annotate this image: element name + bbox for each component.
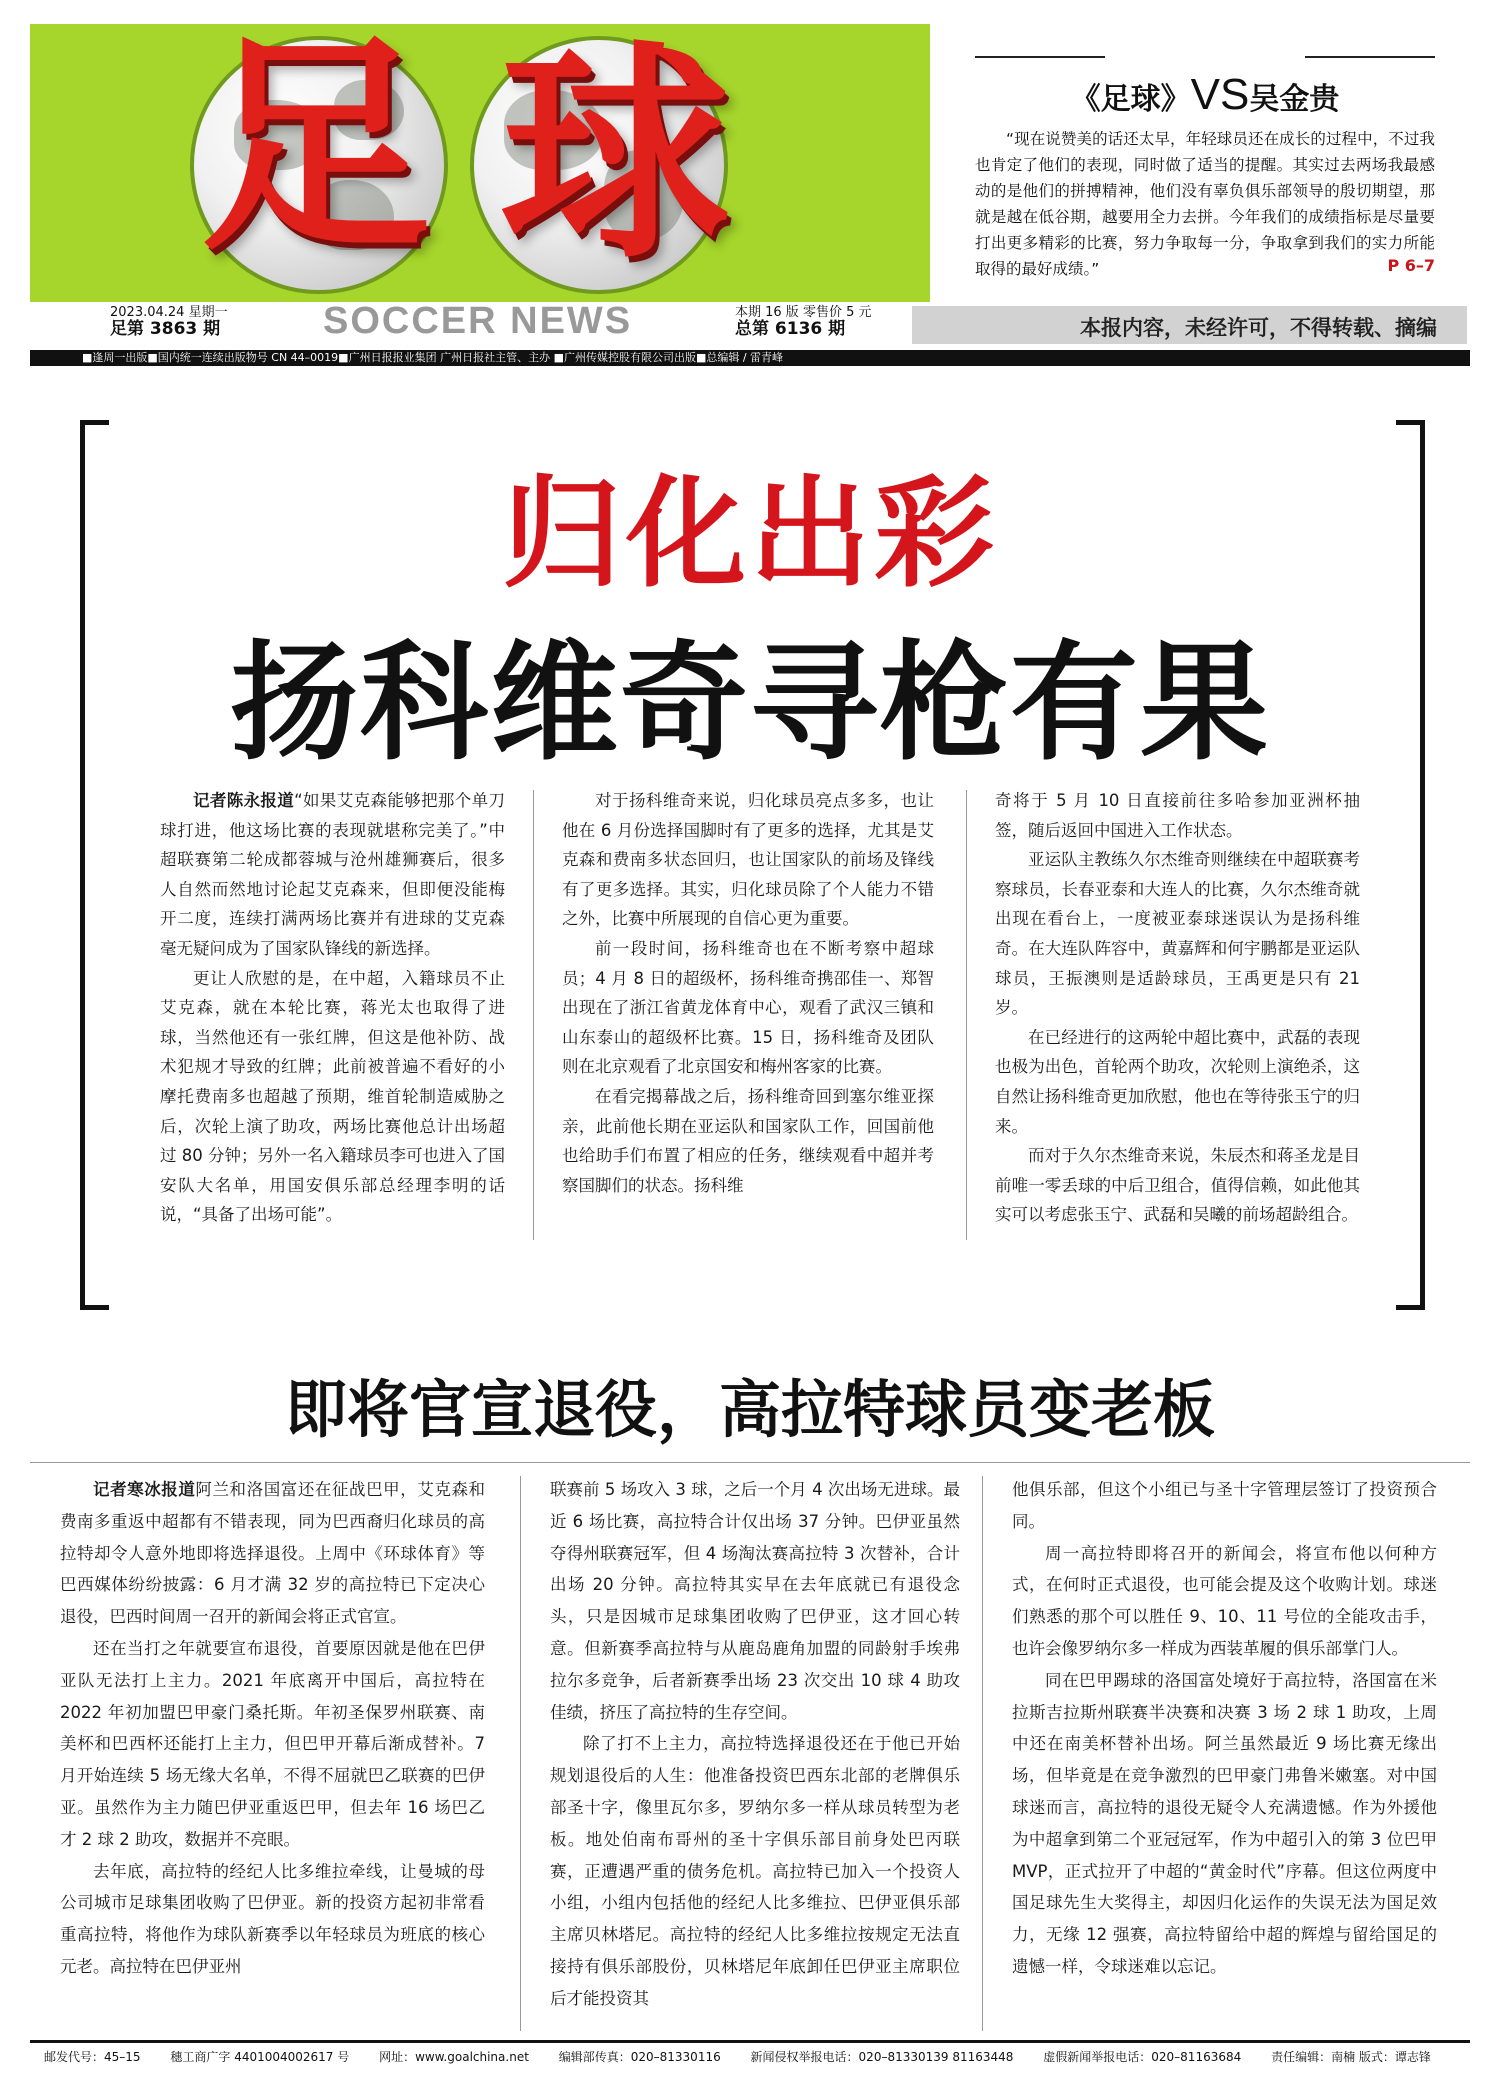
masthead-title-char-1: 足 [200, 24, 431, 282]
article1-column-1 [160, 786, 505, 1230]
article2-column-3 [1012, 1474, 1437, 1983]
issue-date: 2023.04.24 星期一 [110, 305, 228, 320]
headline-main-black: 扬科维奇寻枪有果 [229, 628, 1270, 778]
footer-postal: 邮发代号：45–15 [44, 2050, 141, 2064]
teaser-title: 《足球》VS吴金贵 [1070, 70, 1340, 119]
footer [44, 2048, 1464, 2065]
publication-info-bar: ■逢周一出版■国内统一连续出版物号 CN 44–0019■广州日报报业集团 广州日报社主管、主办 ■广州传媒控股有限公司出版■总编辑 / 雷青峰 [30, 350, 1470, 366]
column-divider [520, 1476, 521, 2031]
teaser-quote: “现在说赞美的话还太早，年轻球员还在成长的过程中，不过我也肯定了他们的表现，同时做了适当的提醒。其实过去两场我最感动的是他们的拼搏精神，他们没有辜负俱乐部领导的殷切期望，那就是越在低谷期，越要用全力去拼。今年我们的成绩指标是尽量要打出更多精彩的比赛，努力争取每一分，争取拿到我们的实力所能取得的最好成绩。” [975, 130, 1435, 278]
article-paragraph: 在看完揭幕战之后，扬科维奇回到塞尔维亚探亲，此前他长期在亚运队和国家队工作，回国前他也给助手们布置了相应的任务，继续观看中超并考察国脚们的状态。扬科维 [562, 1086, 934, 1195]
footer-website: 网址：www.goalchina.net [379, 2050, 529, 2064]
teaser-box [975, 56, 1435, 278]
footer-editors: 责任编辑：南楠 版式：谭志锋 [1271, 2050, 1431, 2064]
column-divider [966, 790, 967, 1240]
column-divider [533, 790, 534, 1240]
article-paragraph: 周一高拉特即将召开的新闻会，将宣布他以何种方式，在何时正式退役，也可能会提及这个收购计划。球迷们熟悉的那个可以胜任 9、10、11 号位的全能攻击手，也许会像罗纳尔多一样成为西装革履的俱乐部掌门人。 [1012, 1543, 1437, 1658]
footer-report-phone: 新闻侵权举报电话：020–81330139 81163448 [750, 2050, 1014, 2064]
edition-box [735, 305, 871, 337]
headline-article2: 即将官宣退役，高拉特球员变老板 [284, 1373, 1215, 1446]
byline: 记者陈永报道 [193, 791, 295, 810]
article1-column-3 [995, 786, 1360, 1230]
copyright-band [912, 306, 1467, 344]
article2-column-2 [550, 1474, 960, 2015]
article1-column-2 [562, 786, 934, 1200]
article-paragraph: 他俱乐部，但这个小组已与圣十字管理层签订了投资预合同。 [1012, 1480, 1437, 1531]
article-paragraph: 对于扬科维奇来说，归化球员亮点多多，也让他在 6 月份选择国脚时有了更多的选择，尤其是艾克森和费南多状态回归，也让国家队的前场及锋线有了更多选择。其实，归化球员除了个人能力不错之外，比赛中所展现的自信心更为重要。 [562, 791, 934, 929]
footer-rule [30, 2040, 1470, 2043]
masthead [30, 24, 930, 302]
masthead-title-char-2: 球 [500, 24, 731, 290]
footer-fake-news-phone: 虚假新闻举报电话：020–81163684 [1043, 2050, 1242, 2064]
teaser-page-ref: P 6–7 [1387, 256, 1435, 275]
article-paragraph: 奇将于 5 月 10 日直接前往多哈参加亚洲杯抽签，随后返回中国进入工作状态。 [995, 791, 1360, 840]
byline: 记者寒冰报道 [93, 1480, 196, 1499]
article-paragraph: 还在当打之年就要宣布退役，首要原因就是他在巴伊亚队无法打上主力。2021 年底离开中国后，高拉特在 2022 年初加盟巴甲豪门桑托斯。年初圣保罗州联赛、南美杯和巴西杯还能打上主力，但巴甲开幕后渐成替补。7 月开始连续 5 场无缘大名单，不得不屈就巴乙联赛的巴伊亚。虽然作为主力随巴伊亚重返巴甲，但去年 16 场巴乙才 2 球 2 助攻，数据并不亮眼。 [60, 1638, 485, 1849]
article2-column-1 [60, 1474, 485, 1983]
section-divider [30, 1462, 1470, 1463]
article-paragraph: 在已经进行的这两轮中超比赛中，武磊的表现也极为出色，首轮两个助攻，次轮则上演绝杀，这自然让扬科维奇更加欣慰，他也在等待张玉宁的归来。 [995, 1027, 1360, 1136]
article-paragraph: 记者寒冰报道阿兰和洛国富还在征战巴甲，艾克森和费南多重返中超都有不错表现，同为巴西裔归化球员的高拉特却令人意外地即将选择退役。上周中《环球体育》等巴西媒体纷纷披露：6 月才满 32 岁的高拉特已下定决心退役，巴西时间周一召开的新闻会将正式官宣。 [60, 1480, 486, 1627]
article-paragraph: 亚运队主教练久尔杰维奇则继续在中超联赛考察球员，长春亚泰和大连人的比赛，久尔杰维奇就出现在看台上，一度被亚泰球迷误认为是扬科维奇。在大连队阵容中，黄嘉辉和何宇鹏都是亚运队球员，王振澳则是适龄球员，王禹更是只有 21 岁。 [995, 850, 1360, 1018]
copyright-notice: 本报内容，未经许可，不得转载、摘编 [1080, 316, 1437, 340]
article-paragraph: 记者陈永报道“如果艾克森能够把那个单刀球打进，他这场比赛的表现就堪称完美了。”中超联赛第二轮成都蓉城与沧州雄狮赛后，很多人自然而然地讨论起艾克森来，但即便没能梅开二度，连续打满两场比赛并有进球的艾克森毫无疑问成为了国家队锋线的新选择。 [160, 791, 505, 958]
issue-number: 足第 3863 期 [110, 319, 221, 339]
column-divider [982, 1476, 983, 2031]
total-issue-number: 总第 6136 期 [735, 319, 846, 339]
masthead-subtitle: SOCCER NEWS [323, 300, 633, 342]
footer-license: 穗工商广字 4401004002617 号 [170, 2050, 350, 2064]
article-paragraph: 同在巴甲踢球的洛国富处境好于高拉特，洛国富在米拉斯吉拉斯州联赛半决赛和决赛 3 场 2 球 1 助攻，上周中还在南美杯替补出场。阿兰虽然最近 9 场比赛无缘出场，但毕竟是在竞争激烈的巴甲豪门弗鲁米嫩塞。对中国球迷而言，高拉特的退役无疑令人充满遗憾。作为外援他为中超拿到第二个亚冠冠军，作为中超引入的第 3 位巴甲 MVP，正式拉开了中超的“黄金时代”序幕。但这位两度中国足球先生大奖得主，却因归化运作的失误无法为国足效力，无缘 12 强赛，高拉特留给中超的辉煌与留给国足的遗憾一样，令球迷难以忘记。 [1012, 1670, 1437, 1976]
footer-fax: 编辑部传真：020–81330116 [558, 2050, 721, 2064]
article-paragraph: 前一段时间，扬科维奇也在不断考察中超球员；4 月 8 日的超级杯，扬科维奇携邵佳一、郑智出现在了浙江省黄龙体育中心，观看了武汉三镇和山东泰山的超级杯比赛。15 日，扬科维奇及团队则在北京观看了北京国安和梅州客家的比赛。 [562, 938, 934, 1077]
edition-info: 本期 16 版 零售价 5 元 [735, 305, 872, 320]
article-paragraph: 联赛前 5 场攻入 3 球，之后一个月 4 次出场无进球。最近 6 场比赛，高拉特合计仅出场 37 分钟。巴伊亚虽然夺得州联赛冠军，但 4 场淘汰赛高拉特 3 次替补，合计出场 20 分钟。高拉特其实早在去年底就已有退役念头，只是因城市足球集团收购了巴伊亚，这才回心转意。但新赛季高拉特与从鹿岛鹿角加盟的同龄射手埃弗拉尔多竞争，后者新赛季出场 23 次交出 10 球 4 助攻佳绩，挤压了高拉特的生存空间。 [550, 1480, 960, 1722]
issue-date-box [110, 305, 228, 337]
headline-main-red: 归化出彩 [502, 463, 998, 604]
article-paragraph: 除了打不上主力，高拉特选择退役还在于他已开始规划退役后的人生：他准备投资巴西东北部的老牌俱乐部圣十字，像里瓦尔多，罗纳尔多一样从球员转型为老板。地处伯南布哥州的圣十字俱乐部目前身处巴丙联赛，正遭遇严重的债务危机。高拉特已加入一个投资人小组，小组内包括他的经纪人比多维拉、巴伊亚俱乐部主席贝林塔尼。高拉特的经纪人比多维拉按规定无法直接持有俱乐部股份，贝林塔尼年底卸任巴伊亚主席职位后才能投资其 [550, 1734, 960, 2008]
article-paragraph: 去年底，高拉特的经纪人比多维拉牵线，让曼城的母公司城市足球集团收购了巴伊亚。新的投资方起初非常看重高拉特，将他作为球队新赛季以年轻球员为班底的核心元老。高拉特在巴伊亚州 [60, 1861, 485, 1976]
article-paragraph: 更让人欣慰的是，在中超，入籍球员不止艾克森，就在本轮比赛，蒋光太也取得了进球，当然他还有一张红牌，但这是他补防、战术犯规才导致的红牌；此前被普遍不看好的小摩托费南多也超越了预期，维首轮制造威胁之后，次轮上演了助攻，两场比赛他总计出场超过 80 分钟；另外一名入籍球员李可也进入了国安队大名单，用国安俱乐部总经理李明的话说，“具备了出场可能”。 [160, 968, 505, 1225]
article-paragraph: 而对于久尔杰维奇来说，朱辰杰和蒋圣龙是目前唯一零丢球的中后卫组合，值得信赖，如此他其实可以考虑张玉宁、武磊和吴曦的前场超龄组合。 [995, 1146, 1360, 1225]
